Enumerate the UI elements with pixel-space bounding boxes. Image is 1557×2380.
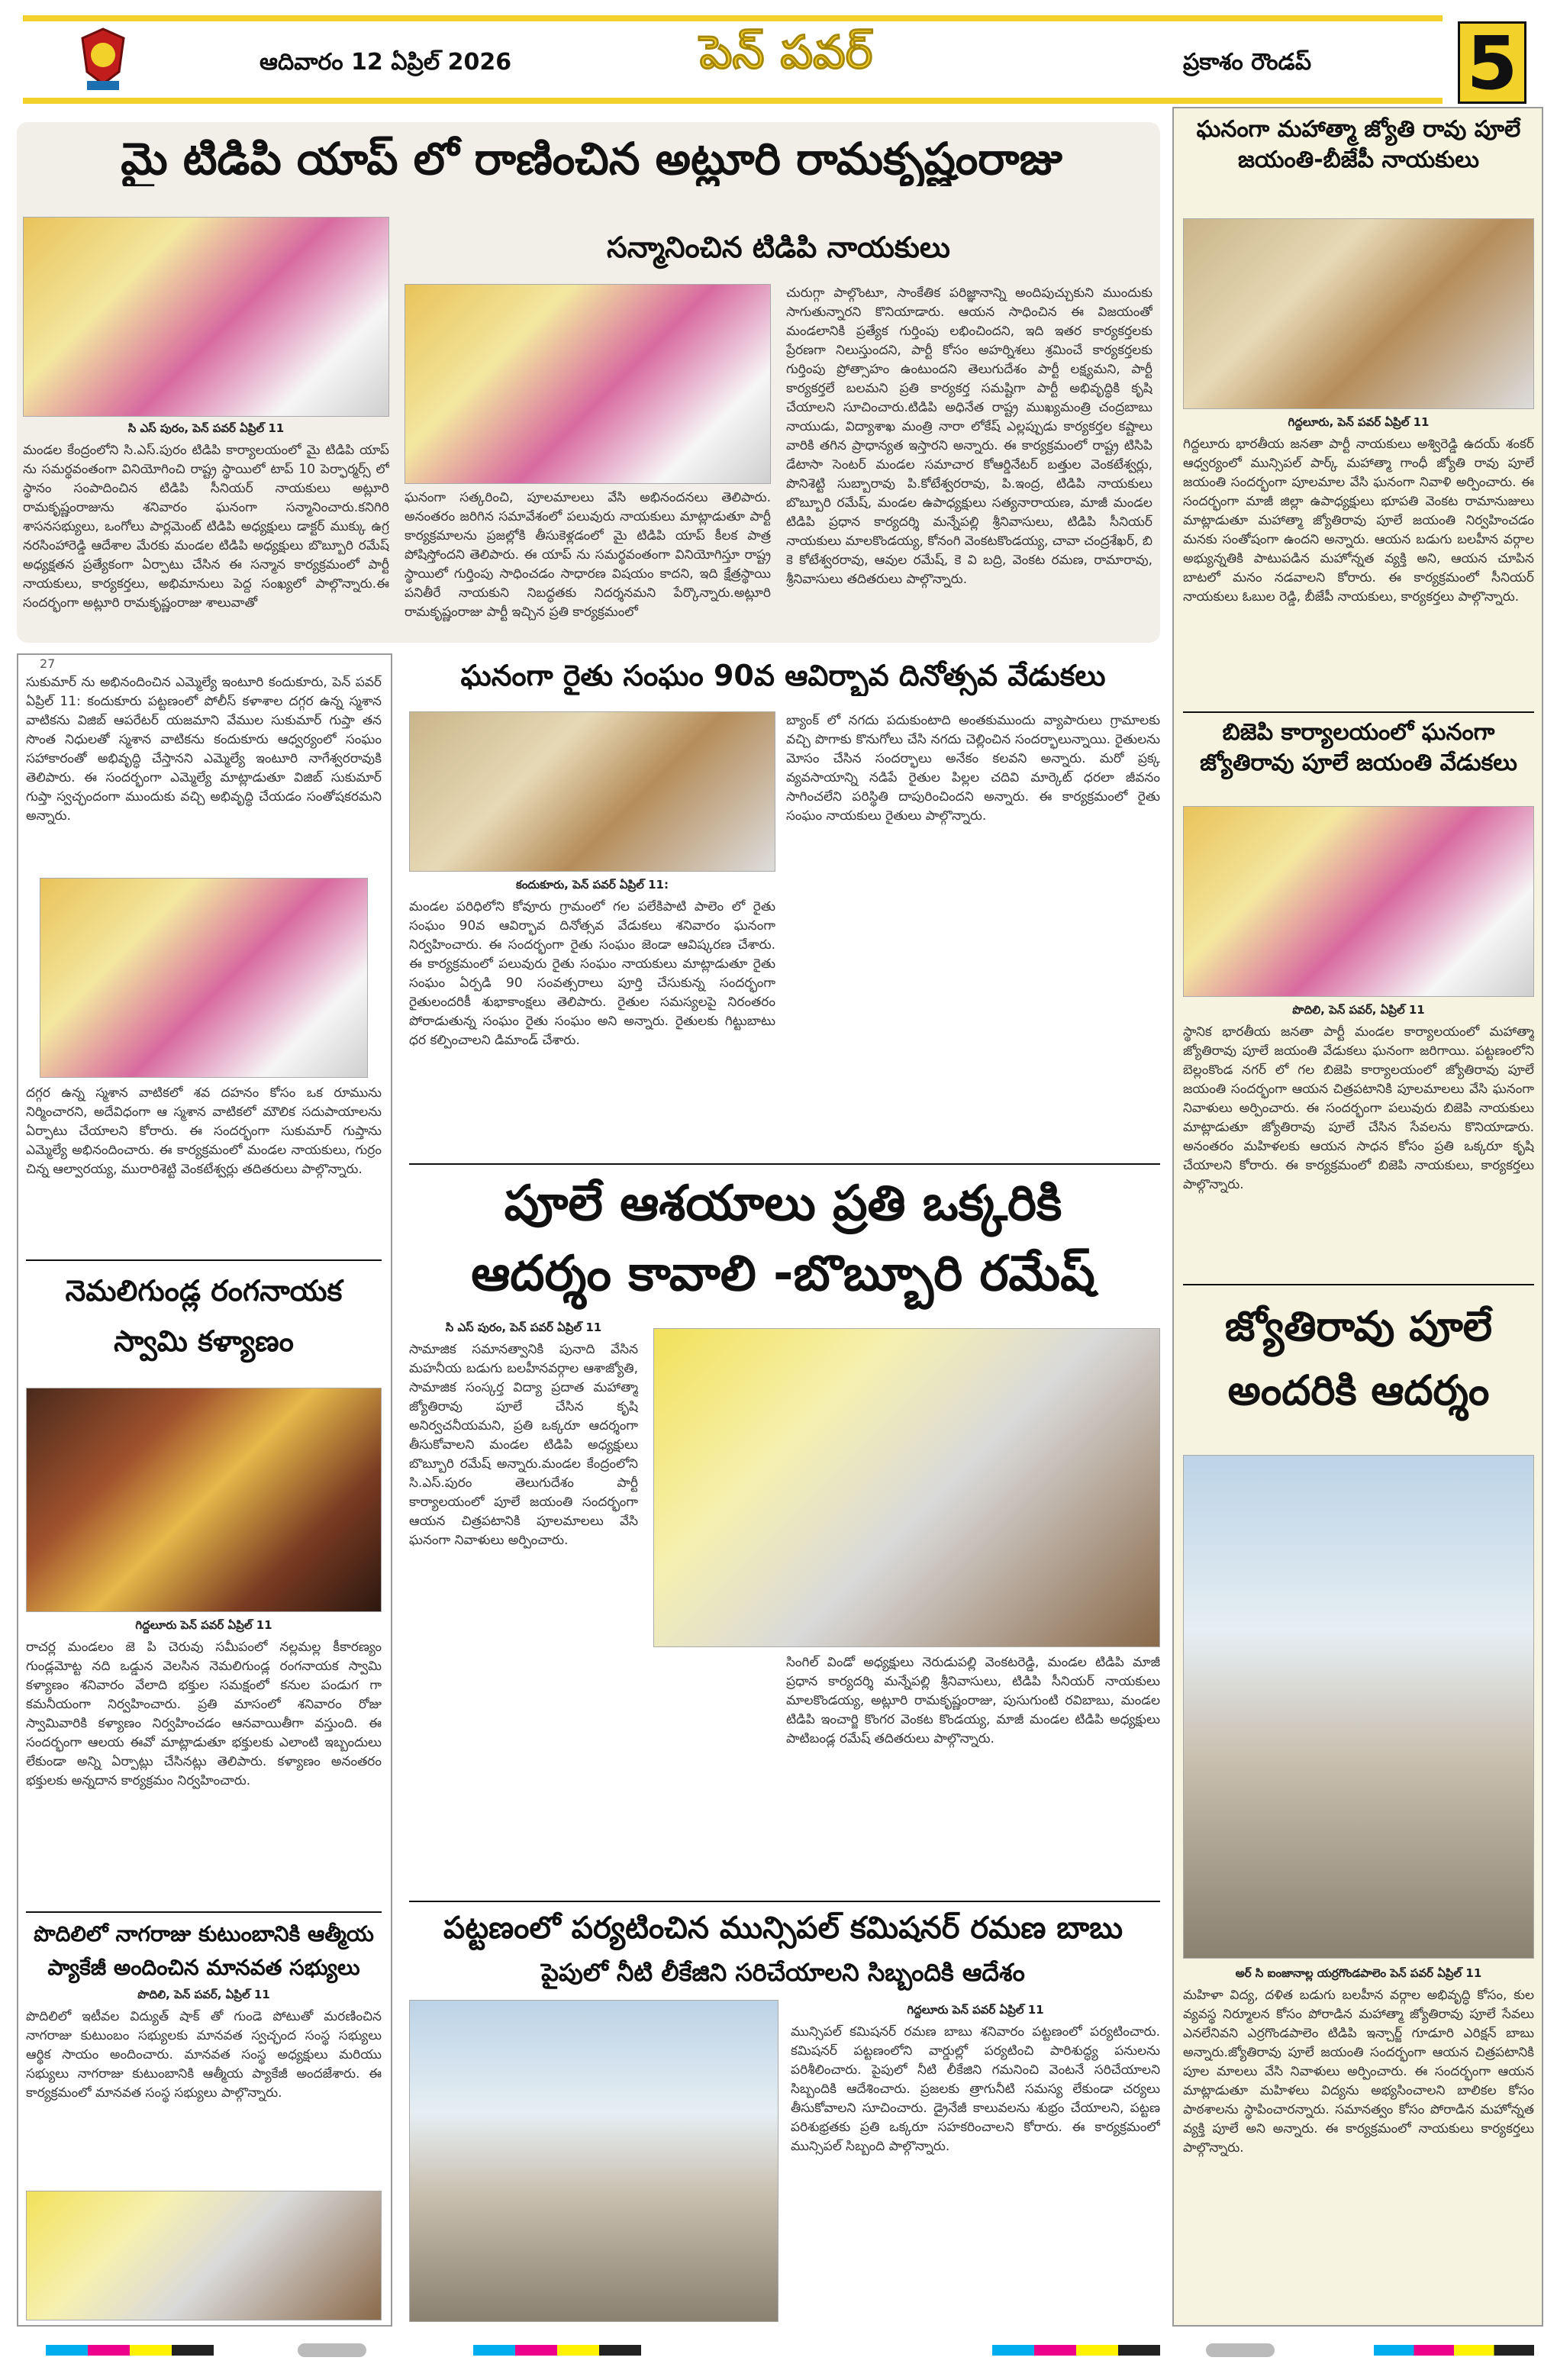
right-story2-headline: బిజెపి కార్యాలయంలో ఘనంగా జ్యోతిరావు పూలే జయంతి వేడుకలు (1200, 719, 1517, 776)
center-divider-1 (409, 1163, 1160, 1165)
right-story2-caption: పొదిలి, పెన్ పవర్, ఏప్రిల్ 11 (1292, 1003, 1425, 1017)
top-story-photo-1 (23, 217, 389, 417)
left-story2-caption: గిద్దలూరు పెన్ పవర్ ఏప్రిల్ 11 (135, 1618, 272, 1632)
right-divider-1 (1183, 711, 1534, 713)
right-story3-photo (1183, 1455, 1534, 1959)
right-story3-caption: అర్ సి ఐంజానాల్ల యర్రగొండపాలెం పెన్ పవర్ ఏప్రిల్ 11 (1235, 1966, 1482, 1980)
left-story3-body: పొదిలిలో ఇటీవల విద్యుత్ షాక్ తో గుండె పోటుతో మరణించిన నాగరాజు కుటుంబం సభ్యులకు మానవత స్వచ్ఛంద సంస్థ సభ్యులు ఆర్థిక సాయం అందించారు. మానవత సంస్థ అధ్యక్షులు మరియు సభ్యులు నాగరాజు కుటుంబానికి ఆత్మీయ ప్యాకేజీ అందజేశారు. ఈ కార్యక్రమంలో మానవత సంస్థ సభ్యులు పాల్గొన్నారు. (26, 2009, 382, 2101)
right-story2-body: స్థానిక భారతీయ జనతా పార్టీ మండల కార్యాలయంలో మహాత్మా జ్యోతిరావు పూలే జయంతి వేడుకలు ఘనంగా జరిగాయి. పట్టణంలోని బెల్లంకొండ నగర్ లో గల బిజెపి కార్యాలయంలో జ్యోతిరావు పూలే జయంతి సందర్భంగా ఆయన చిత్రపటానికి పూలమాలలు వేసి ఘనంగా నివాళులు అర్పించారు. ఈ సందర్భంగా పలువురు బిజెపి నాయకులు మాట్లాడుతూ జ్యోతిరావు పూలే చేసిన సేవలను కొనియాడారు. అనంతరం మహిళలకు ఆయన సాధన కోసం ప్రతి ఒక్కరూ కృషి చేయాలని కోరారు. ఈ కార్యక్రమంలో బిజెపి నాయకులు, కార్యకర్తలు పాల్గొన్నారు. (1183, 1024, 1534, 1192)
center-story1-headline: ఘనంగా రైతు సంఘం 90వ ఆవిర్భావ దినోత్సవ వేడుకలు (460, 659, 1106, 692)
page-number-badge (1458, 21, 1526, 104)
left-story2-headline: నెమలిగుండ్ల రంగనాయక స్వామి కళ్యాణం (65, 1274, 343, 1358)
center-story1-body: మండల పరిధిలోని కోవూరు గ్రామంలో గల పలేకిపాటి పాలెం లో రైతు సంఘం 90వ ఆవిర్భావ దినోత్సవ వేడుకలు శనివారం ఘనంగా నిర్వహించారు. ఈ సందర్భంగా రైతు సంఘం జెండా ఆవిష్కరణ చేశారు. ఈ కార్యక్రమంలో పలువురు రైతు సంఘం నాయకులు మాట్లాడుతూ రైతు సంఘం ఏర్పడి 90 సంవత్సరాలు పూర్తి చేసుకున్న సందర్భంగా రైతులందరికీ శుభాకాంక్షలు తెలిపారు. రైతుల సమస్యలపై నిరంతరం పోరాడుతున్న సంఘం రైతు సంఘం అని అన్నారు. రైతులకు గిట్టుబాటు ధర కల్పించాలని డిమాండ్ చేశారు. (409, 899, 775, 1048)
swatch-2 (298, 2343, 366, 2357)
center-divider-2 (409, 1901, 1160, 1902)
top-story-col3: చురుగ్గా పాల్గొంటూ, సాంకేతిక పరిజ్ఞానాన్ని అందిపుచ్చుకుని ముందుకు సాగుతున్నారని కొనియాడారు. ఆయన సాధించిన ఈ విజయంతో మండలానికి ప్రత్యేక గుర్తింపు లభించిందని, ఇది ఇతర కార్యకర్తలకు ప్రేరణగా నిలుస్తుందని, పార్టీ కోసం అహర్నిశలు శ్రమించే కార్యకర్తలకు గుర్తింపు ప్రోత్సాహం ఉంటుందని తెలుగుదేశం పార్టీ లక్ష్యమని, పార్టీ కార్యకర్తలే బలమని ప్రతి కార్యకర్త సమష్టిగా పార్టీ అభివృద్ధికి కృషి చేయాలని సూచించారు.టిడిపి అధినేత రాష్ట్ర ముఖ్యమంత్రి చంద్రబాబు నాయుడు, విద్యాశాఖ మంత్రి నారా లోకేష్ ఎల్లప్పుడు కార్యకర్తల కష్టాలు వారికి తగిన ప్రాధాన్యత ఇస్తారని అన్నారు. ఈ కార్యక్రమంలో రాష్ట్ర టిసిపి డేటాసా సెంటర్ మండల సమాచార కోఆర్డినేటర్ బత్తుల వెంకటేశ్వర్లు, పొనిశెట్టి సుబ్బారావు పి.కోటేశ్వరరావు, పి.ఇంద్ర, టిడిపి నాయకులు బొబ్బూరి రమేష్, మండల ఉపాధ్యక్షులు సత్యనారాయణ, మాజీ మండల టిడిపి ప్రధాన కార్యదర్శి మన్నేపల్లి శ్రీనివాసులు, టిడిపి సీనియర్ నాయకులు మాలకొండయ్య, కోనంగి వెంకటకొండయ్య, చావా చంద్రశేఖర్, బి కె కోటేశ్వరరావు, ఆవుల రమేష్, కె వి బద్రి, వెంకట రమణ, రామారావు, శ్రీనివాసులు తదితరులు పాల్గొన్నారు. (786, 285, 1152, 587)
masthead-top-stripe (23, 15, 1443, 21)
left-story2-photo (26, 1388, 382, 1612)
top-story-col2: ఘనంగా సత్కరించి, పూలమాలలు వేసి అభినందనలు తెలిపారు. అనంతరం జరిగిన సమావేశంలో పలువురు నాయకులు మాట్లాడుతూ పార్టీ కార్యక్రమాలను ప్రజల్లోకి తీసుకెళ్లడంలో మై టిడిపి యాప్ కీలక పాత్ర పోషిస్తోందని తెలిపారు. ఈ యాప్ ను సమర్థవంతంగా వినియోగిస్తూ రాష్ట్ర స్థాయిలో గుర్తింపు సాధించడం సాధారణ విషయం కాదని, ఇది క్షేత్రస్థాయి పనితీరే నాయకుని నిబద్ధతకు నిదర్శనమని పేర్కొన్నారు.అట్లూరి రామకృష్ణంరాజు పార్టీ ఇచ్చిన ప్రతి కార్యక్రమంలో (405, 490, 771, 620)
right-story2-photo (1183, 806, 1534, 997)
center-story2-headline-line2: ఆదర్శం కావాలి -బొబ్బూరి రమేష్ (471, 1246, 1095, 1302)
footer-color-bar (0, 2336, 1557, 2366)
swatch-3 (473, 2345, 641, 2356)
top-story-subheadline: సన్మానించిన టిడిపి నాయకులు (607, 231, 950, 264)
left-story1-body: సుకుమార్ ను అభినందించిన ఎమ్మెల్యే ఇంటూరి కందుకూరు, పెన్ పవర్ ఏప్రిల్ 11: కందుకూరు పట్టణంలో పోలీస్ కళాశాల దగ్గర ఉన్న స్మశాన వాటికను విజిబ్ ఆపరేటర్ యజమాని వేముల సుకుమార్ గుప్తా తన సొంత నిధులతో స్మశాన వాటికను కందుకూరు ఆధ్వర్యంలో సంఘం సహాకారంతో అభివృద్ధి చేస్తానని ఎమ్మెల్యే ఇంటూరి నాగేశ్వరరావుకి తెలిపారు. ఈ సందర్భంగా ఎమ్మెల్యే మాట్లాడుతూ విజిబ్ సుకుమార్ గుప్తా స్వచ్ఛందంగా ముందుకు వచ్చి అభివృద్ధి చేయడం సంతోషకరమని అన్నారు. (26, 675, 382, 824)
center-story2-headline-line1: పూలే ఆశయాలు ప్రతి ఒక్కరికి (504, 1175, 1062, 1232)
top-story-photo-2 (405, 284, 771, 484)
masthead (23, 15, 1534, 107)
masthead-section: ప్రకాశం రౌండప్ (1183, 49, 1312, 76)
right-story1-photo (1183, 218, 1534, 409)
center-story2-body: సామాజిక సమానత్వానికి పునాది వేసిన మహనీయ బడుగు బలహీనవర్గాల ఆశాజ్యోతి, సామాజిక సంస్కర్త విద్యా ప్రదాత మహాత్మా జ్యోతిరావు పూలే చేసిన కృషి అనిర్వచనీయమని, ప్రతి ఒక్కరూ ఆదర్శంగా తీసుకోవాలని మండల టిడిపి అధ్యక్షులు బొబ్బూరి రమేష్ అన్నారు.మండల కేంద్రంలోని సి.ఎస్.పురం తెలుగుదేశం పార్టీ కార్యాలయంలో పూలే జయంతి సందర్భంగా ఆయన చిత్రపటానికి పూలమాలలు వేసి ఘనంగా నివాళులు అర్పించారు. (409, 1342, 638, 1548)
masthead-date: ఆదివారం 12 ఏప్రిల్ 2026 (260, 49, 512, 76)
left-divider-2 (26, 1911, 382, 1913)
left-story1-photo (40, 878, 368, 1078)
left-story3-caption: పొదిలి, పెన్ పవర్, ఏప్రిల్ 11 (137, 1988, 270, 2001)
masthead-bottom-stripe (23, 98, 1443, 104)
left-story1-body2: దగ్గర ఉన్న స్మశాన వాటికలో శవ దహనం కోసం ఒక రూమును నిర్మించారని, అదేవిధంగా ఆ స్మశాన వాటికలో మౌలిక సదుపాయాలను ఏర్పాటు చేయాలని కోరారు. ఈ సందర్భంగా సుకుమార్ గుప్తాను ఎమ్మెల్యే అభినందించారు. ఈ కార్యక్రమంలో మండల నాయకులు, గుర్రం చిన్న ఆల్వారయ్య, మురారిశెట్టి వెంకటేశ్వర్లు తదితరులు పాల్గొన్నారు. (26, 1085, 382, 1177)
right-story3-headline: జ్యోతిరావు పూలే అందరికి ఆదర్శం (1224, 1302, 1493, 1414)
right-story1-headline: ఘనంగా మహాత్మా జ్యోతి రావు పూలే జయంతి-బీజేపీ నాయకులు (1196, 116, 1521, 173)
left-story3-headline: పొదిలిలో నాగరాజు కుటుంబానికి ఆత్మీయ ప్యాకేజీ అందించిన మానవత సభ్యులు (34, 1921, 374, 1980)
right-divider-2 (1183, 1284, 1534, 1285)
left-story2-body: రాచర్ల మండలం జె పి చెరువు సమీపంలో నల్లమల్ల కీకారణ్యం గుండ్లమోట్ట నది ఒడ్డున వెలసిన నెమలిగుండ్ల రంగనాయక స్వామి కళ్యాణం శనివారం వేలాది భక్తుల సమక్షంలో కనుల పండుగ గా కమనీయంగా నిర్వహించారు. ప్రతి మాసంలో శనివారం రోజు స్వామివారికి కళ్యాణం నిర్వహించడం ఆనవాయితీగా వస్తుంది. ఈ సందర్భంగా ఆలయ ఈవో మాట్లాడుతూ భక్తులకు ఎలాంటి ఇబ్బందులు లేకుండా అన్ని ఏర్పాట్లు చేసినట్లు తెలిపారు. కళ్యాణం అనంతరం భక్తులకు అన్నదాన కార్యక్రమం నిర్వహించారు. (26, 1640, 382, 1788)
center-story3-caption: గిద్దలూరు పెన్ పవర్ ఏప్రిల్ 11 (907, 2003, 1044, 2017)
top-story-headline: మై టిడిపి యాప్ లో రాణించిన అట్లూరి రామకృష్ణంరాజు (121, 133, 1062, 185)
center-story1-photo (409, 711, 775, 872)
paper-logo-icon (76, 26, 130, 93)
page-number: 5 (1466, 21, 1518, 106)
center-story2-caption: సి ఎస్ పురం, పెన్ పవర్ ఏప్రిల్ 11 (445, 1321, 602, 1334)
swatch-4 (992, 2345, 1160, 2356)
left-divider-1 (26, 1259, 382, 1261)
top-story-col1: మండల కేంద్రంలోని సి.ఎస్.పురం టిడిపి కార్యాలయంలో మై టిడిపి యాప్ ను సమర్థవంతంగా వినియోగించి రాష్ట్ర స్థాయిలో టాప్ 10 పెర్ఫార్మర్స్ లో స్థానం సంపాదించిన టిడిపి సీనియర్ నాయకులు అట్లూరి రామకృష్ణంరాజును శనివారం ఘనంగా సన్మానించారు.కనిగిరి శాసనసభ్యులు, ఒంగోలు పార్లమెంట్ టిడిపి అధ్యక్షులు డాక్టర్ ముక్కు ఉగ్ర నరసింహారెడ్డి ఆదేశాల మేరకు మండల టిడిపి అధ్యక్షులు బొబ్బూరి రమేష్ అధ్యక్షతన ప్రత్యేకంగా ఏర్పాటు చేసిన ఈ సన్మాన కార్యక్రమంలో పార్టీ నాయకులు, కార్యకర్తలు, అభిమానులు పెద్ద సంఖ్యలో పాల్గొన్నారు.ఈ సందర్భంగా అట్లూరి రామకృష్ణంరాజు శాలువాతో (23, 443, 389, 611)
center-story2-photo (653, 1328, 1160, 1647)
top-story-caption: సి ఎస్ పురం, పెన్ పవర్ ఏప్రిల్ 11 (127, 421, 285, 435)
center-story3-headline: పట్టణంలో పర్యటించిన మున్సిపల్ కమిషనర్ రమణ బాబు (443, 1911, 1123, 1946)
center-story1-caption: కందుకూరు, పెన్ పవర్ ఏప్రిల్ 11: (516, 878, 669, 892)
center-story3-subheadline: పైపులో నీటి లీకేజిని సరిచేయాలని సిబ్బందికి ఆదేశం (541, 1958, 1025, 1987)
right-story3-body: మహిళా విద్య, దళిత బడుగు బలహీన వర్గాల అభివృద్ధి కోసం, కుల వ్యవస్థ నిర్మూలన కోసం పోరాడిన మహాత్మా జ్యోతిరావు పూలే సేవలు ఎనలేనివని ఎర్రగొండపాలెం టిడిపి ఇన్చార్జ్ గూడూరి ఎరిక్షన్ బాబు అన్నారు.జ్యోతిరావు పూలే జయంతి సందర్భంగా ఆయన చిత్రపటానికి పూల మాలలు వేసి నివాళులు అర్పించారు. ఈ సందర్భంగా ఆయన మాట్లాడుతూ మహిళలు విద్యను అభ్యసించాలని బాలికల కోసం పాఠశాలను స్థాపించారన్నారు. సమానత్వం కోసం పోరాడిన మహోన్నత వ్యక్తి పూలే అని అన్నారు. ఈ కార్యక్రమంలో నాయకులు కార్యకర్తలు పాల్గొన్నారు. (1183, 1988, 1534, 2156)
swatch-1 (46, 2345, 214, 2356)
left-page-number: 27 (40, 656, 56, 671)
center-story3-body: మున్సిపల్ కమిషనర్ రమణ బాబు శనివారం పట్టణంలో పర్యటించారు. కమిషనర్ పట్టణంలోని వార్డుల్లో పర్యటించి పారిశుద్ధ్య పనులను పరిశీలించారు. పైపులో నీటి లీకేజిని గమనించి వెంటనే సరిచేయాలని సిబ్బందికి ఆదేశించారు. ప్రజలకు త్రాగునీటి సమస్య లేకుండా చర్యలు తీసుకోవాలని సూచించారు. డ్రైనేజీ కాలువలను శుభ్రం చేయాలని, పట్టణ పరిశుభ్రతకు ప్రతి ఒక్కరూ సహకరించాలని కోరారు. ఈ కార్యక్రమంలో మున్సిపల్ సిబ్బంది పాల్గొన్నారు. (791, 2024, 1160, 2154)
center-story3-photo (409, 2000, 778, 2322)
swatch-6 (1374, 2345, 1534, 2356)
center-story2-body2: సింగిల్ విండో అధ్యక్షులు నెరుడుపల్లి వెంకటరెడ్డి, మండల టిడిపి మాజీ ప్రధాన కార్యదర్శి మన్నేపల్లి శ్రీనివాసులు, టిడిపి సీనియర్ నాయకులు మాలకొండయ్య, అట్లూరి రామకృష్ణంరాజు, పుసుగుంటి రవిబాబు, మండల టిడిపి ఇంచార్జి కొంగర వెంకట కొండయ్య, మాజీ మండల టిడిపి అధ్యక్షులు పాటిబండ్ల రమేష్ తదితరులు పాల్గొన్నారు. (786, 1655, 1160, 1746)
left-story3-photo (26, 2191, 382, 2320)
masthead-paper-name: పెన్ పవర్ (699, 26, 873, 79)
swatch-5 (1206, 2343, 1275, 2357)
right-story1-caption: గిద్దలూరు, పెన్ పవర్ ఏప్రిల్ 11 (1288, 415, 1430, 429)
right-story1-body: గిద్దలూరు భారతీయ జనతా పార్టీ నాయకులు అశ్విరెడ్డి ఉదయ్ శంకర్ ఆధ్వర్యంలో మున్సిపల్ పార్క్ మహాత్మా గాంధీ జ్యోతి రావు పూలే జయంతి సందర్భంగా పూలమాల వేసి ఘనంగా నివాళి అర్పించారు. ఈ సందర్భంగా మాజీ జిల్లా ఉపాధ్యక్షులు భూపతి వెంకట రామానుజులు మాట్లాడుతూ మహాత్మా జ్యోతిరావు పూలే జయంతి నిర్వహించడం మనకు సంతోషంగా ఉందని అన్నారు. ఆయన బడుగు బలహీన వర్గాల అభ్యున్నతికి పాటుపడిన మహోన్నత వ్యక్తి అని, ఆయన చూపిన బాటలో మనం నడవాలని కోరారు. ఈ కార్యక్రమంలో సీనియర్ నాయకులు ఓబుల రెడ్డి, బీజేపీ నాయకులు, కార్యకర్తలు పాల్గొన్నారు. (1183, 437, 1534, 605)
center-story1-body2: బ్యాంక్ లో నగదు పదుకుంటాది అంతకుముందు వ్యాపారులు గ్రామాలకు వచ్చి పొగాకు కొనుగోలు చేసి నగదు చెల్లించిన సందర్భాలున్నాయి. రైతులను మోసం చేసిన సందర్భాలు అనేకం కలవని అన్నారు. మరో ప్రక్క వ్యవసాయాన్ని నడిపే రైతుల పిల్లల చదివి మార్కెట్ ధరలా జీవనం సాగించలేని పరిస్థితి దాపురించిందని అన్నారు. ఈ కార్యక్రమంలో రైతు సంఘం నాయకులు రైతులు పాల్గొన్నారు. (786, 713, 1160, 824)
